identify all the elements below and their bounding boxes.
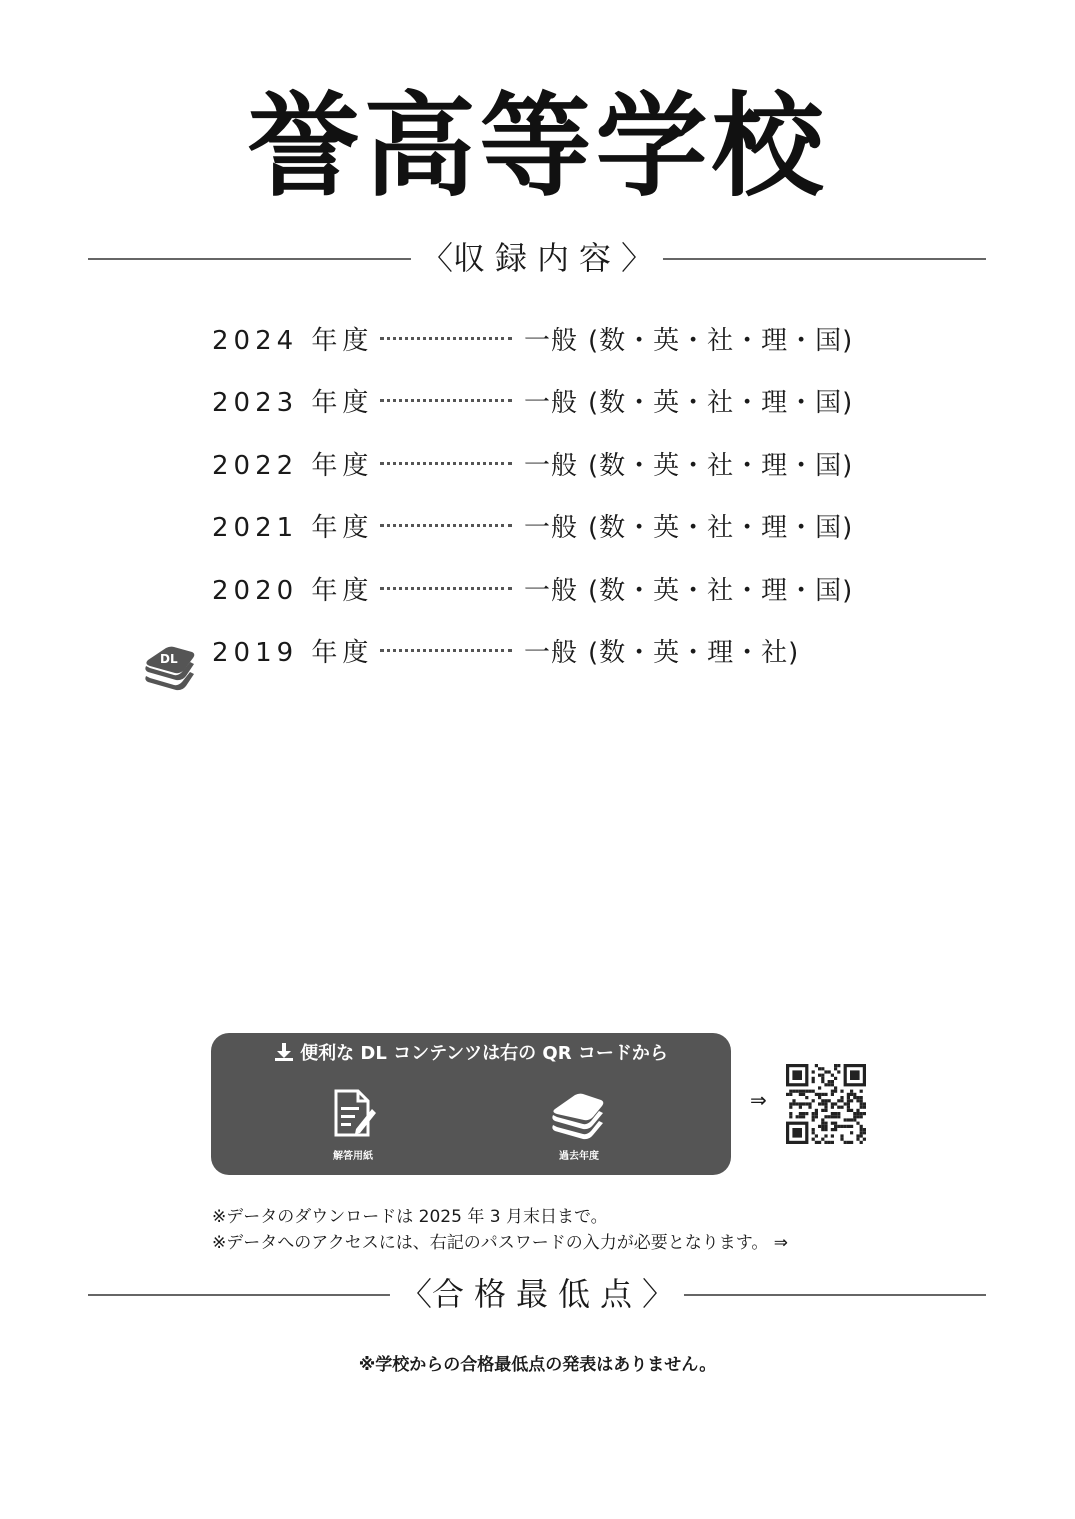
past-years-caption: 過去年度 [559, 1151, 599, 1162]
contents-row [212, 439, 853, 487]
download-notes [212, 1204, 788, 1256]
note-password: ※データへのアクセスには、右記のパスワードの入力が必要となります。 ⇒ [212, 1233, 789, 1253]
dl-content-box [211, 1033, 731, 1175]
dl-box-header: 便利な DL コンテンツは右の QR コードから [211, 1041, 731, 1067]
row-subjects: (数・英・社・理・国) [588, 388, 854, 418]
contents-header-label: 〈収録内容〉 [411, 238, 663, 278]
note-download-deadline: ※データのダウンロードは 2025 年 3 月末日まで。 [212, 1207, 608, 1227]
contents-row [212, 564, 853, 612]
row-kind: 一般 [524, 513, 579, 543]
contents-row [212, 314, 853, 362]
qr-code[interactable] [786, 1064, 866, 1144]
passing-header-label: 〈合格最低点〉 [390, 1274, 684, 1314]
contents-section-header [88, 238, 986, 278]
dot-leader [380, 337, 512, 340]
row-year: 2021 年度 [212, 513, 374, 543]
row-year: 2022 年度 [212, 450, 374, 481]
answer-sheet-icon [326, 1087, 380, 1141]
row-subjects: (数・英・理・社) [588, 638, 800, 668]
contents-row [212, 377, 853, 425]
row-year: 2023 年度 [212, 388, 374, 418]
row-kind: 一般 [524, 450, 579, 481]
download-books-icon [140, 636, 200, 692]
answer-sheet-item[interactable] [293, 1087, 413, 1162]
row-kind: 一般 [524, 638, 579, 668]
school-title: 誉高等学校 [247, 82, 828, 212]
dot-leader [380, 399, 512, 402]
dot-leader [380, 649, 512, 652]
passing-section-header [88, 1274, 986, 1314]
contents-row [212, 627, 799, 675]
row-kind: 一般 [524, 575, 579, 606]
row-year: 2024 年度 [212, 325, 374, 356]
qr-arrow: ⇒ [750, 1088, 767, 1112]
row-subjects: (数・英・社・理・国) [588, 575, 854, 606]
dl-badge-text: DL [160, 652, 178, 666]
row-subjects: (数・英・社・理・国) [588, 325, 854, 356]
row-year: 2019 年度 [212, 638, 374, 668]
row-year: 2020 年度 [212, 575, 374, 606]
row-subjects: (数・英・社・理・国) [588, 450, 854, 481]
passing-score-note: ※学校からの合格最低点の発表はありません。 [358, 1355, 717, 1375]
dot-leader [380, 587, 512, 590]
dot-leader [380, 462, 512, 465]
dot-leader [380, 524, 512, 527]
download-icon [274, 1042, 294, 1062]
row-kind: 一般 [524, 388, 579, 418]
row-subjects: (数・英・社・理・国) [588, 513, 854, 543]
past-years-item[interactable] [519, 1087, 639, 1162]
books-icon [549, 1087, 609, 1141]
row-kind: 一般 [524, 325, 579, 356]
answer-sheet-caption: 解答用紙 [333, 1151, 373, 1162]
contents-row [212, 502, 853, 550]
